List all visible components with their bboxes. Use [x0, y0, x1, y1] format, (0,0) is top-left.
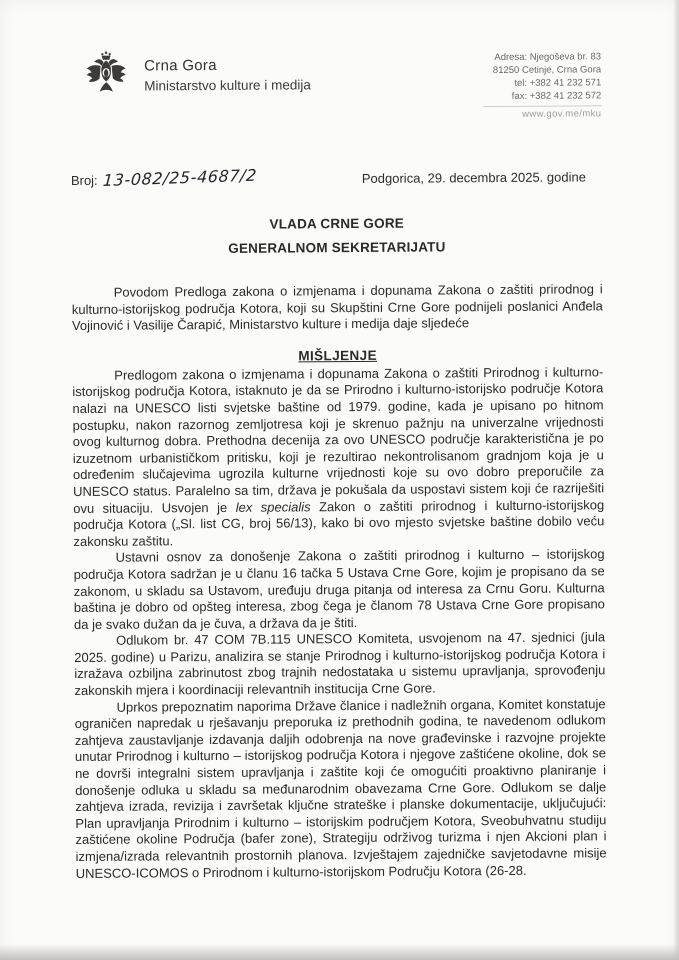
reference-label: Broj:	[70, 172, 98, 188]
paragraph-2: Ustavni osnov za donošenje Zakona o zaštiti prirodnog i kulturno – istorijskog područja Kotora sadržan je u članu 16 tačka 5 Ustava Crne Gore, kojim je propisano da se zakonom, u skladu sa Ustavom, uređuju druga pitanja od interesa za Crnu Goru. Kulturna baština je dobro od opšteg interesa, zbog čega je članom 78 Ustava Crne Gore propisano da je svako dužan da je čuva, a država da je štiti.	[73, 546, 605, 632]
recipient-block	[71, 214, 602, 257]
paragraph-1-text-cont: Zakon o zaštiti prirodnog i kulturno-istorijskog područja Kotora („Sl. list CG, broj 56/13), kako bi ovo mjesto svjetske baštine dobilo veću zakonsku zaštitu.	[73, 496, 605, 549]
paragraph-1	[72, 364, 604, 550]
letter-body	[72, 281, 607, 882]
org-name: Crna Gora	[144, 56, 217, 75]
place-and-date: Podgorica, 29. decembra 2025. godine	[361, 169, 586, 186]
scan-edge-shadow-bottom	[0, 944, 679, 960]
paragraph-1-text: Predlogom zakona o izmjenama i dopunama Zakona o zaštiti Prirodnog i kulturno-istorijskog područja Kotora, istaknuto je da se Prirodno i kulturno-istorijsko područje Kotora nalazi na UNESCO listi svjetske baštine od 1979. godine, kada je upisano po hitnom postupku, nakon razornog zemljotresa koji je skrenuo pažnju na univerzalne vrijednosti ovog kulturnog dobra. Prethodna decenija za ovo UNESCO područje karakteristična je po izuzetnom urbanističkom pritisku, koji je rezultirao nekontrolisanom gradnjom koja je u određenim slučajevima ugrozila kulturne vrijednosti koje su ovo dobro preporučile za UNESCO status. Paralelno sa tim, država je pokušala da uspostavi sistem koji će razriješiti ovu situaciju. Usvojen je	[72, 364, 605, 516]
scan-edge-shadow-right	[673, 0, 679, 960]
reference-number-group	[70, 165, 258, 190]
paragraph-3: Odlukom br. 47 COM 7B.115 UNESCO Komiteta, usvojenom na 47. sjednici (jula 2025. godine) u Parizu, analizira se stanje Prirodnog i kulturno-istorijskog područja Kotora i izražava ozbiljna zabrinutost zbog trajnih nedostataka u sistemu upravljanja, sprovođenju zakonskih mjera i koordinaciji relevantnih institucija Crne Gore.	[74, 629, 606, 699]
reference-row	[71, 165, 602, 188]
website-text: www.gov.me/mku	[522, 108, 602, 120]
ministry-name-block	[144, 48, 311, 93]
recipient-line-1: VLADA CRNE GORE	[269, 215, 405, 232]
recipient-line-2: GENERALNOM SEKRETARIJATU	[228, 239, 446, 256]
paragraph-1-latin-term: lex specialis	[235, 498, 311, 515]
paragraph-4: Uprkos prepoznatim naporima Države članice i nadležnih organa, Komitet konstatuje ograničen napredak u rješavanju preporuka iz prethodnih godina, te navedenom odlukom zahtjeva zaustavljanje izdavanja daljih odobrenja na nove građevinske i razvojne projekte unutar Prirodnog i kulturno – istorijskog područja Kotora i njegove zaštićene okoline, dok se ne dovrši integralni sistem upravljanja i zaštite koji će omogućiti proaktivno planiranje i donošenje odluka u skladu sa međunarodnim obavezama Crne Gore. Odlukom se dalje zahtjeva izrada, revizija i završetak ključne strateške i planske dokumentacije, uključujući: Plan upravljanja Prirodnim i kulturno – istorijskim područjem Kotora, Sveobuhvatnu studiju zaštićene okoline Područja (bafer zone), Strategiju održivog turizma i njen Akcioni plan i izmjena/izrada relevantnih prostornih planova. Izvještajem zajedničke savjetodavne misije UNESCO-ICOMOS o Prirodnom i kulturno-istorijskom Području Kotora (26-28.	[74, 695, 607, 881]
address-block	[483, 46, 602, 120]
address-tel: tel: +382 41 232 571	[514, 77, 602, 89]
org-department: Ministarstvo kulture i medija	[144, 77, 311, 94]
address-divider	[483, 105, 601, 107]
opinion-title: MIŠLJENJE	[298, 347, 378, 364]
intro-paragraph: Povodom Predloga zakona o izmjenama i dopunama Zakona o zaštiti prirodnog i kulturno-istorijskog područja Kotora, koji su Skupštini Crne Gore podnijeli poslanici Anđela Vojinović i Vasilije Čarapić, Ministarstvo kulture i medija daje sljedeće	[71, 281, 603, 334]
address-fax: fax: +382 41 232 572	[511, 90, 602, 102]
letterhead	[70, 46, 601, 123]
address-street: Adresa: Njegoševa br. 83	[494, 51, 602, 64]
coat-of-arms-icon	[84, 50, 128, 105]
address-city: 81250 Cetinje, Crna Gora	[492, 64, 602, 77]
reference-number-handwritten: 13-082/25-4687/2	[102, 165, 258, 190]
scanned-letter	[70, 46, 607, 882]
